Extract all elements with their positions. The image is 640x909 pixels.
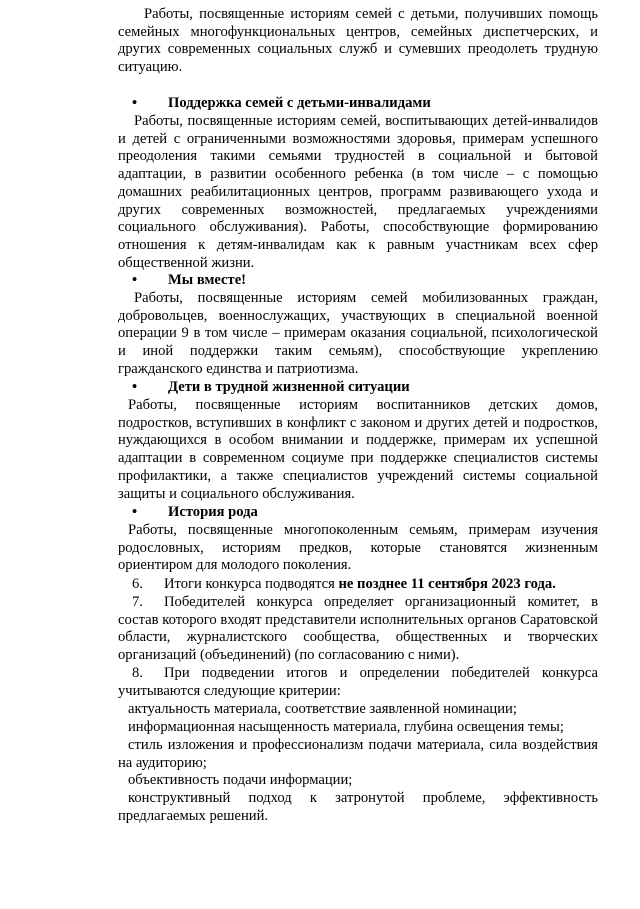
heading-family-history	[132, 504, 258, 522]
heading-together	[132, 272, 246, 290]
heading-text: Дети в трудной жизненной ситуации	[168, 379, 410, 395]
item-number: 8.	[132, 665, 143, 681]
heading-disabled-children	[132, 95, 431, 113]
item-text: При подведении итогов и определении победителей конкурса учитываются следующие критерии:	[118, 665, 598, 699]
criterion: объективность подачи информации;	[128, 772, 353, 788]
bullet-icon: •	[132, 379, 138, 395]
item-number: 6.	[132, 576, 143, 592]
paragraph-difficult-situation: Работы, посвященные историям воспитанников детских домов, подростков, вступивших в конфликт с законом и других детей и подростков, нуждающихся в особом внимании и поддержке, примерам их успешной адаптации в современном социуме при поддержке специалистов системы профилактики, а также специалистов учреждений системы социальной защиты и социального обслуживания.	[118, 397, 598, 502]
criterion: стиль изложения и профессионализм подачи материала, сила воздействия на аудиторию;	[118, 737, 598, 771]
paragraph-families-services: Работы, посвященные историям семей с детьми, получивших помощь семейных многофункциональных центров, семейных диспетчерских, и других современных социальных служб и сумевших преодолеть трудную ситуацию.	[118, 6, 598, 76]
numbered-item-7	[118, 594, 598, 665]
paragraph-disabled-children: Работы, посвященные историям семей, воспитывающих детей-инвалидов и детей с ограниченными возможностями здоровья, примерам успешного преодоления такими семьями трудностей в социальной и бытовой адаптации, в развитии особенного ребенка (в том числе – с помощью домашних реабилитационных центров, программ развивающего ухода и других современных возможностей, предлагаемых учреждениями социального обслуживания). Работы, способствующие формированию отношения к детям-инвалидам как к равным участникам всех сфер общественной жизни.	[118, 113, 598, 271]
bullet-icon: •	[132, 95, 138, 111]
item-text: Победителей конкурса определяет организационный комитет, в состав которого входят представители исполнительных органов Саратовской области, журналистского сообщества, общественных и творческих организаций (объединений) (по согласованию с ними).	[118, 594, 598, 664]
item-text: Итоги конкурса подводятся	[164, 576, 339, 592]
criterion: актуальность материала, соответствие заявленной номинации;	[128, 701, 517, 717]
heading-text: История рода	[168, 504, 258, 520]
item-deadline: не позднее 11 сентября 2023 года.	[338, 576, 556, 592]
heading-difficult-situation	[132, 379, 410, 397]
paragraph-family-history: Работы, посвященные многопоколенным семьям, примерам изучения родословных, историям предков, которые становятся жизненным ориентиром для молодого поколения.	[118, 522, 598, 574]
criterion: конструктивный подход к затронутой проблеме, эффективность предлагаемых решений.	[118, 790, 598, 824]
heading-text: Поддержка семей с детьми-инвалидами	[168, 95, 431, 111]
bullet-icon: •	[132, 272, 138, 288]
bullet-icon: •	[132, 504, 138, 520]
numbered-item-8	[118, 665, 598, 700]
paragraph-together: Работы, посвященные историям семей мобилизованных граждан, добровольцев, военнослужащих, участвующих в специальной военной операции 9 в том числе – примерам оказания социальной, психологической и иной поддержки таким семьям), способствующие укреплению гражданского единства и патриотизма.	[118, 290, 598, 377]
heading-text: Мы вместе!	[168, 272, 247, 288]
item-number: 7.	[132, 594, 143, 610]
criterion: информационная насыщенность материала, глубина освещения темы;	[128, 719, 564, 735]
numbered-item-6	[118, 576, 598, 594]
